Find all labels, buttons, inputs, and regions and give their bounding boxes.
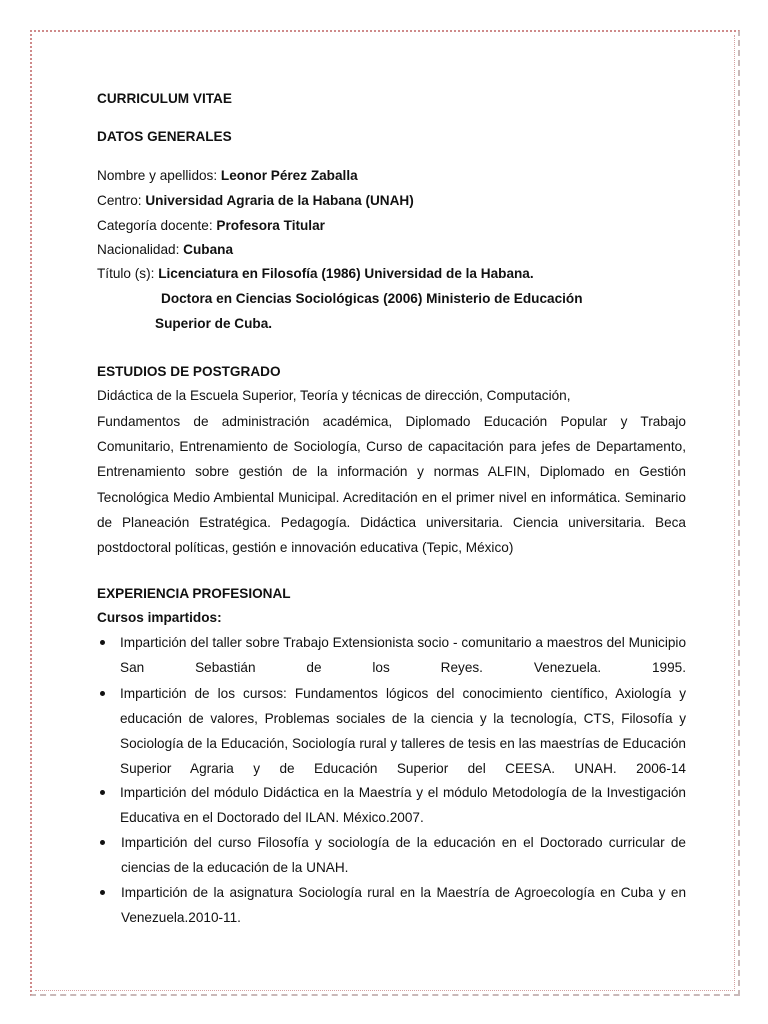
field-value: Cubana xyxy=(183,242,234,257)
postgrado-heading: ESTUDIOS DE POSTGRADO xyxy=(97,364,281,379)
bullet-icon xyxy=(100,790,105,795)
bullet-icon xyxy=(100,840,105,845)
cv-title: CURRICULUM VITAE xyxy=(97,91,232,106)
field-label: Título (s): xyxy=(97,266,159,281)
field-value: Licenciatura en Filosofía (1986) Universidad de la Habana. xyxy=(158,266,534,281)
list-item: Impartición del taller sobre Trabajo Extensionista socio - comunitario a maestros del Municipio San Sebastián de los Reyes. Venezuela. 1995. xyxy=(120,635,686,675)
bullet-icon xyxy=(100,691,105,696)
experiencia-heading: EXPERIENCIA PROFESIONAL xyxy=(97,586,291,601)
field-titulo xyxy=(97,265,534,283)
list-item: Impartición del módulo Didáctica en la Maestría y el módulo Metodología de la Investigación Educativa en el Doctorado del ILAN. México.2007. xyxy=(120,785,686,825)
titulo-line-2: Doctora en Ciencias Sociológicas (2006) Ministerio de Educación xyxy=(161,291,583,306)
titulo-line-3: Superior de Cuba. xyxy=(155,316,273,331)
field-label: Nombre y apellidos: xyxy=(97,168,221,183)
postgrado-paragraph: Fundamentos de administración académica, Diplomado Educación Popular y Trabajo Comunitario, Entrenamiento de Sociología, Curso de capacitación para jefes de Departamento, Entrenamiento sobre gestión de la información y normas ALFIN, Diplomado en Gestión Tecnológica Medio Ambiental Municipal. Acreditación en el primer nivel en informática. Seminario de Planeación Estratégica. Pedagogía. Didáctica universitaria. Ciencia universitaria. Beca postdoctoral políticas, gestión e innovación educativa (Tepic, México) xyxy=(97,414,686,556)
field-label: Categoría docente: xyxy=(97,218,217,233)
cursos-subheading: Cursos impartidos: xyxy=(97,610,222,625)
bullet-icon xyxy=(100,640,105,645)
field-nacionalidad xyxy=(97,241,233,259)
list-item: Impartición de los cursos: Fundamentos lógicos del conocimiento científico, Axiología y educación de valores, Problemas sociales de la ciencia y la tecnología, CTS, Filosofía y Sociología de la Educación, Sociología rural y talleres de tesis en las maestrías de Educación Superior Agraria y de Educación Superior del CEESA. UNAH. 2006-14 xyxy=(120,686,686,776)
field-label: Nacionalidad: xyxy=(97,242,184,257)
postgrado-first-line: Didáctica de la Escuela Superior, Teoría y técnicas de dirección, Computación, xyxy=(97,388,571,403)
datos-generales-heading: DATOS GENERALES xyxy=(97,129,232,144)
list-item: Impartición de la asignatura Sociología rural en la Maestría de Agroecología en Cuba y en Venezuela.2010-11. xyxy=(121,885,686,925)
field-centro xyxy=(97,192,414,210)
field-value: Profesora Titular xyxy=(216,218,325,233)
field-value: Leonor Pérez Zaballa xyxy=(220,168,358,183)
field-categoria xyxy=(97,217,325,235)
field-nombre xyxy=(97,167,358,185)
field-value: Universidad Agraria de la Habana (UNAH) xyxy=(145,193,414,208)
bullet-icon xyxy=(100,890,105,895)
field-label: Centro: xyxy=(97,193,146,208)
list-item: Impartición del curso Filosofía y sociología de la educación en el Doctorado curricular de ciencias de la educación de la UNAH. xyxy=(121,835,686,875)
